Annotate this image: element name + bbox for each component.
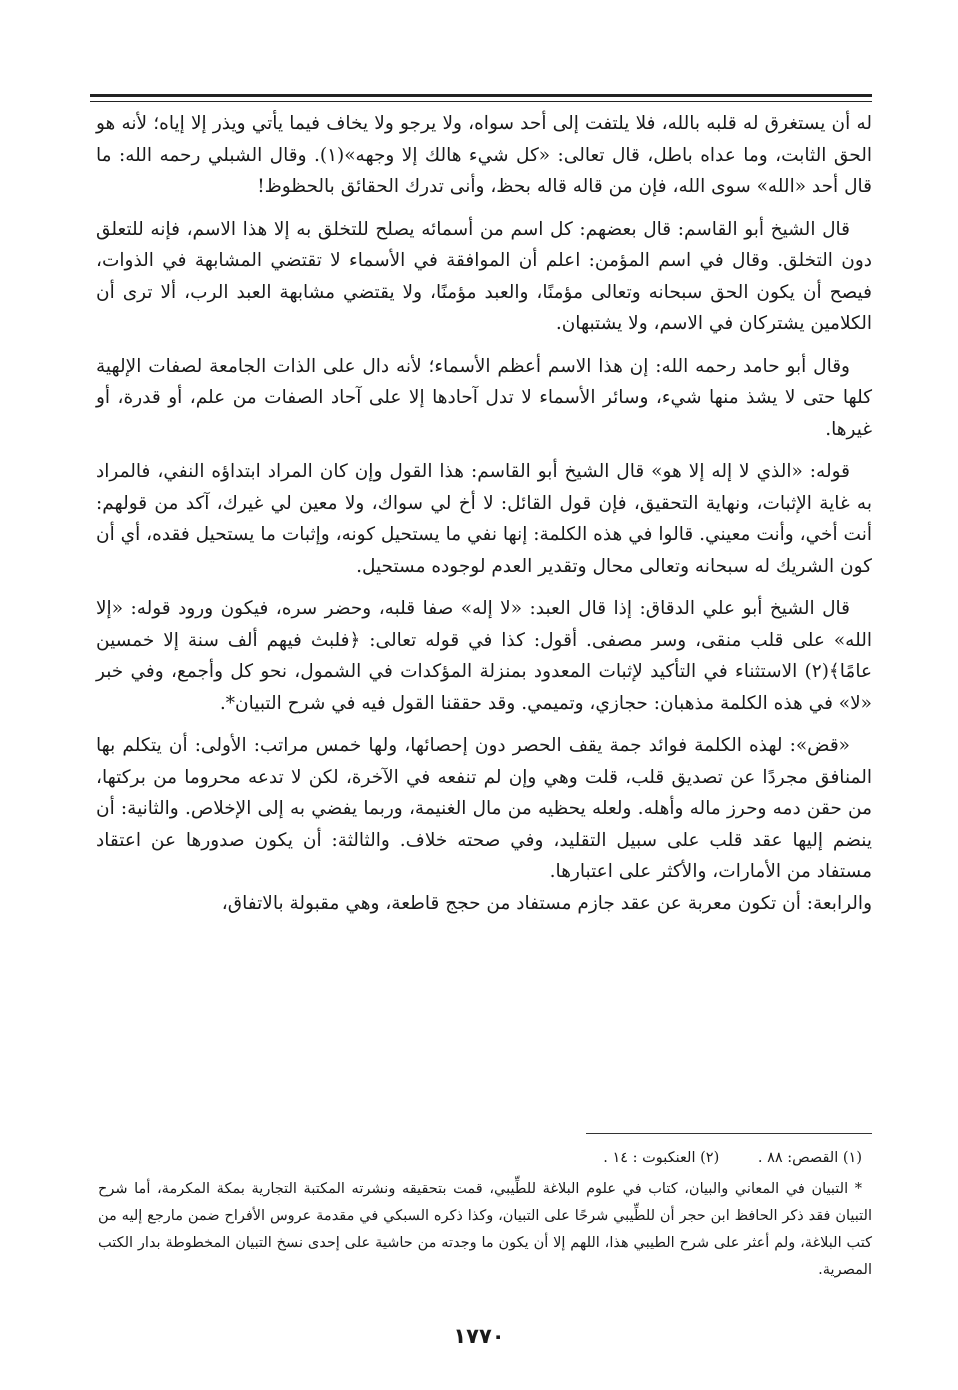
footnote-separator — [586, 1133, 872, 1134]
paragraph-5: قال الشيخ أبو علي الدقاق: إذا قال العبد: «لا إله» صفا قلبه، وحضر سره، فيكون ورود قوله: «إلا الله» على قلب منقى، وسر مصفى. أقول: كذا في قوله تعالى: ﴿فلبث فيهم ألف سنة إلا خمسين عامًا﴾(٢) الاستثناء في التأكيد لإثبات المعدود بمنزلة المؤكدات في الشمول، نحو كل وأجمع، وفي خبر «لا» في هذه الكلمة مذهبان: حجازي، وتميمي. وقد حققنا القول فيه في شرح التبيان*. — [96, 598, 872, 714]
paragraph-3: وقال أبو حامد رحمه الله: إن هذا الاسم أعظم الأسماء؛ لأنه دال على الذات الجامعة لصفات الإلهية كلها حتى لا يشذ منها شيء، وسائر الأسماء لا تدل آحادها إلا على آحاد الصفات من علم، أو قدرة، أو غيرها. — [96, 355, 872, 440]
footnote-ref-1: (١) القصص: ٨٨ . — [757, 1150, 862, 1166]
paragraph-7: والرابعة: أن تكون معربة عن عقد جازم مستفاد من حجج قاطعة، وهي مقبولة بالاتفاق، — [221, 892, 872, 914]
header-rule-thin — [90, 101, 872, 102]
paragraph-4: قوله: «الذي لا إله إلا هو» قال الشيخ أبو القاسم: هذا القول وإن كان المراد ابتداؤه النفي، فالمراد به غاية الإثبات، ونهاية التحقيق، فإن قول القائل: لا أخ لي سواك، ولا معين لي غيرك، آكد من قولهم: أنت أخي، وأنت معيني. قالوا في هذه الكلمة: إنها نفي ما يستحيل كونه، وإثبات ما يستحيل فقده، أي أن كون الشريك له سبحانه وتعالى محال وتقدير العدم لوجوده مستحيل. — [96, 461, 872, 577]
paragraph-6: «قض»: لهذه الكلمة فوائد جمة يقف الحصر دون إحصائها، ولها خمس مراتب: الأولى: أن يتكلم بها المنافق مجردًا عن تصديق قلب، قلت وهي وإن لم تنفعه في الآخرة، لكن لا تدعه محروما من بركتها، من حقن دمه وحرز ماله وأهله. ولعله يحظيه من مال الغنيمة، وربما يفضي به إلى الإخلاص. والثانية: أن ينضم إليها عقد قلب على سبيل التقليد، وفي صحته خلاف. والثالثة: أن يكون صدورها عن اعتقاد مستفاد من الأمارات، والأكثر على اعتبارها. — [96, 735, 872, 882]
page-number: ١٧٧٠ — [453, 1324, 505, 1348]
footnote-references — [98, 1145, 872, 1172]
footnote-note: * التبيان في المعاني والبيان، كتاب في علوم البلاغة للطِّيبي، قمت بتحقيقه ونشرته المكتبة التجارية بمكة المكرمة، أما شرح التبيان فقد ذكر الحافظ ابن حجر أن للطِّيبي شرحًا على التبيان، وكذا ذكره السبكي في مقدمة عروس الأفراح ضمن مارجع إليه من كتب البلاغة، ولم أعثر على شرح الطيبي هذا، اللهم إلا أن يكون ما وجدته من حاشية على إحدى نسخ التبيان المخطوطة بدار الكتب المصرية. — [98, 1181, 872, 1278]
header-rule-thick — [90, 94, 872, 97]
footnote-ref-2: (٢) العنكبوت : ١٤ . — [603, 1150, 720, 1166]
footnotes — [98, 1145, 872, 1284]
paragraph-2: قال الشيخ أبو القاسم: قال بعضهم: كل اسم من أسمائه يصلح للتخلق به إلا هذا الاسم، فإنه للتعلق دون التخلق. وقال في اسم المؤمن: اعلم أن الموافقة في الأسماء لا تقتضي المشابهة في الذوات، فيصح أن يكون الحق سبحانه وتعالى مؤمنًا، والعبد مؤمنًا، ولا يقتضي مشابهة العبد الرب، ألا ترى أن الكلامين يشتركان في الاسم، ولا يشتبهان. — [96, 218, 872, 334]
main-text — [96, 108, 872, 930]
paragraph-1: له أن يستغرق له قلبه بالله، فلا يلتفت إلى أحد سواه، ولا يرجو ولا يخاف فيما يأتي ويذر إلا إياه؛ لأنه هو الحق الثابت، وما عداه باطل، قال تعالى: «كل شيء هالك إلا وجهه»(١). وقال الشبلي رحمه الله: ما قال أحد «الله» سوى الله، فإن من قاله قاله بحظ، وأنى تدرك الحقائق بالحظوظ! — [96, 113, 872, 197]
